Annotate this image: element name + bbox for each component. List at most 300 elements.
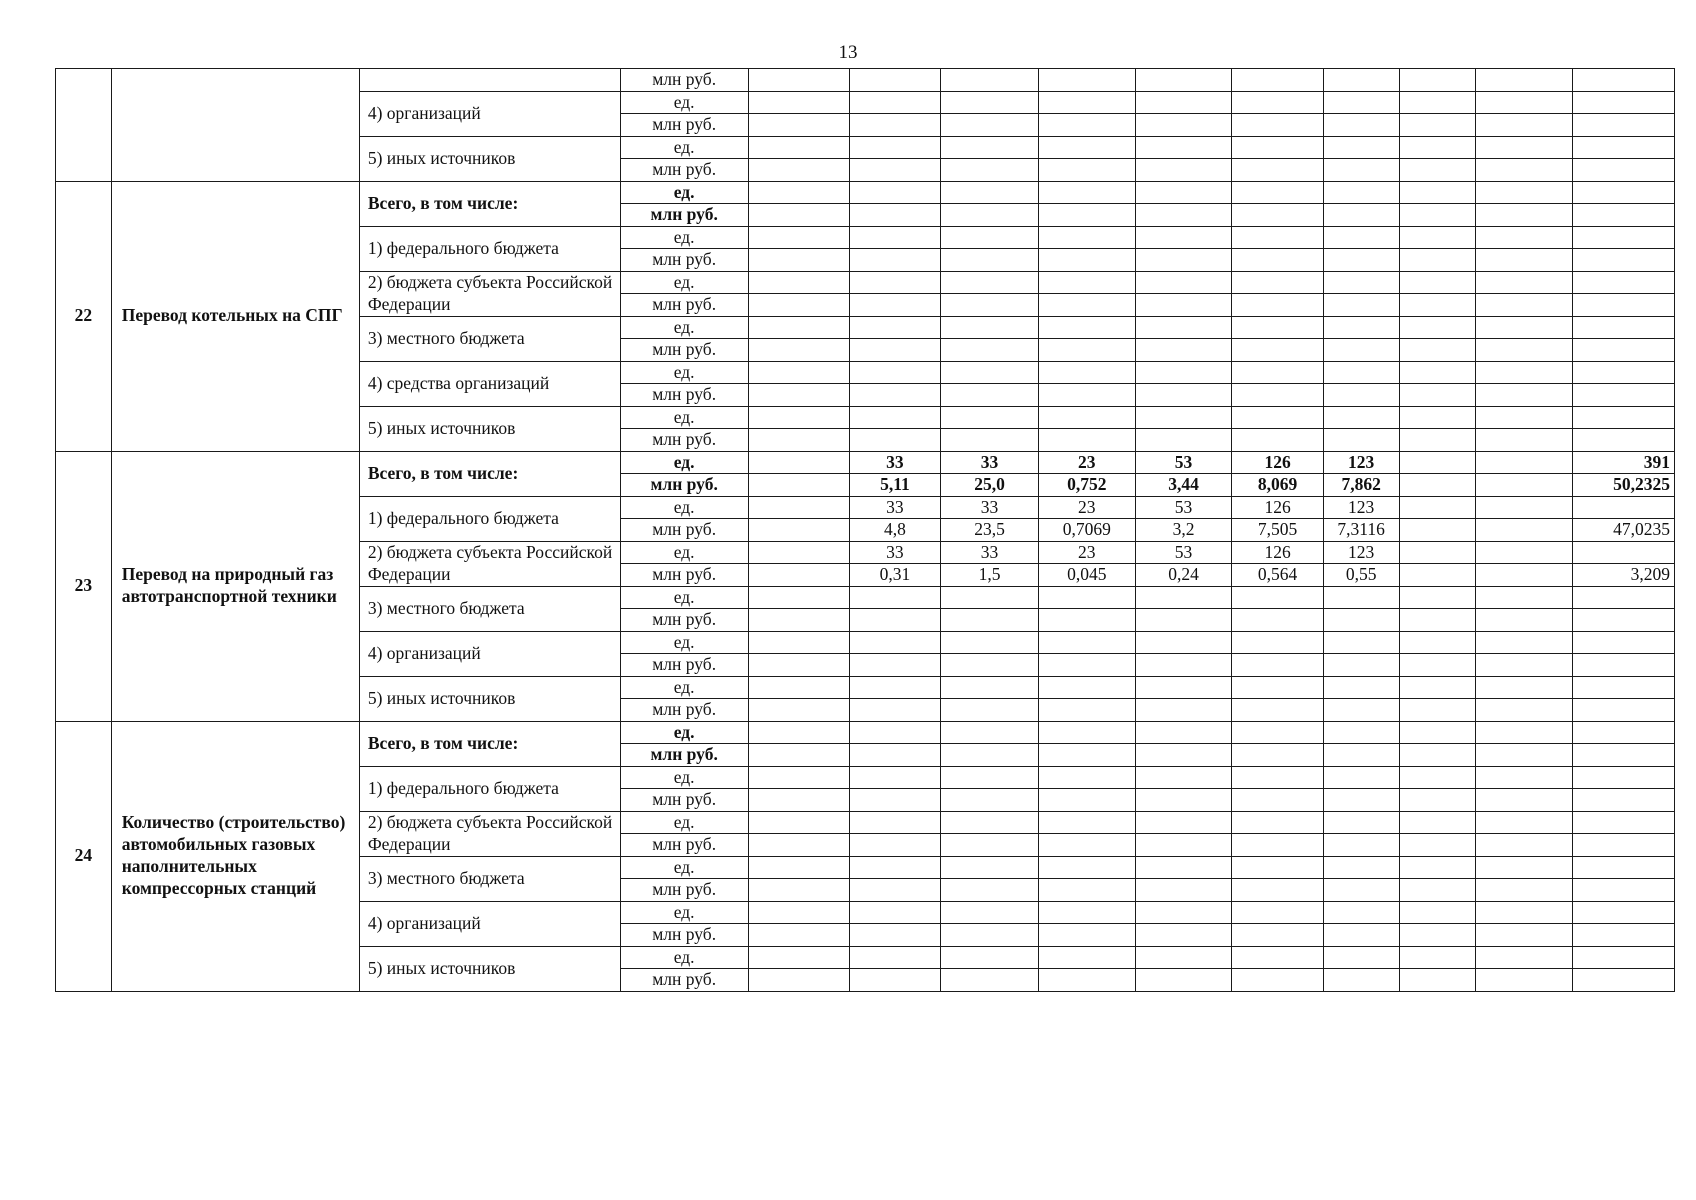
value-cell <box>1476 721 1573 744</box>
value-cell <box>1323 766 1399 789</box>
value-cell <box>1323 654 1399 677</box>
value-cell <box>1323 924 1399 947</box>
value-cell <box>1232 249 1323 272</box>
value-cell: 126 <box>1232 496 1323 519</box>
value-cell <box>748 136 849 159</box>
value-cell <box>1323 181 1399 204</box>
value-cell <box>1232 361 1323 384</box>
value-cell <box>941 159 1039 182</box>
value-cell <box>1323 879 1399 902</box>
value-cell <box>1572 294 1674 317</box>
unit-cell: млн руб. <box>620 204 748 227</box>
value-cell <box>941 676 1039 699</box>
value-cell <box>1572 361 1674 384</box>
section-number <box>56 69 112 182</box>
value-cell <box>1232 316 1323 339</box>
value-cell <box>1399 631 1476 654</box>
unit-cell: ед. <box>620 721 748 744</box>
value-cell <box>1135 339 1232 362</box>
value-cell: 3,209 <box>1572 564 1674 587</box>
value-cell <box>1232 766 1323 789</box>
value-cell <box>1572 631 1674 654</box>
value-cell <box>849 181 940 204</box>
value-cell <box>941 879 1039 902</box>
value-cell: 23,5 <box>941 519 1039 542</box>
value-cell <box>1572 879 1674 902</box>
value-cell <box>849 879 940 902</box>
value-cell: 126 <box>1232 541 1323 564</box>
value-cell <box>1572 676 1674 699</box>
value-cell <box>941 856 1039 879</box>
value-cell <box>1476 969 1573 992</box>
unit-cell: млн руб. <box>620 69 748 92</box>
value-cell <box>849 429 940 452</box>
unit-cell: ед. <box>620 676 748 699</box>
value-cell: 7,3116 <box>1323 519 1399 542</box>
value-cell <box>1323 901 1399 924</box>
value-cell <box>1323 429 1399 452</box>
value-cell <box>1399 676 1476 699</box>
value-cell <box>748 834 849 857</box>
value-cell <box>941 429 1039 452</box>
value-cell <box>1135 249 1232 272</box>
value-cell <box>1399 159 1476 182</box>
value-cell <box>1572 271 1674 294</box>
value-cell <box>849 159 940 182</box>
value-cell <box>1476 586 1573 609</box>
value-cell <box>1323 204 1399 227</box>
value-cell <box>1572 744 1674 767</box>
unit-cell: ед. <box>620 586 748 609</box>
value-cell <box>1572 811 1674 834</box>
value-cell <box>1476 159 1573 182</box>
value-cell <box>849 69 940 92</box>
value-cell: 33 <box>941 451 1039 474</box>
value-cell <box>1399 901 1476 924</box>
value-cell <box>1135 744 1232 767</box>
value-cell <box>1399 609 1476 632</box>
unit-cell: млн руб. <box>620 834 748 857</box>
value-cell <box>1476 204 1573 227</box>
value-cell <box>1476 384 1573 407</box>
value-cell <box>1232 879 1323 902</box>
value-cell: 23 <box>1038 496 1135 519</box>
value-cell <box>1038 249 1135 272</box>
value-cell <box>1399 586 1476 609</box>
value-cell <box>849 249 940 272</box>
value-cell <box>748 181 849 204</box>
unit-cell: млн руб. <box>620 249 748 272</box>
value-cell <box>941 721 1039 744</box>
value-cell <box>849 901 940 924</box>
value-cell <box>1135 699 1232 722</box>
value-cell <box>748 631 849 654</box>
value-cell <box>941 271 1039 294</box>
value-cell <box>1572 586 1674 609</box>
value-cell <box>1038 879 1135 902</box>
section-name: Перевод на природный газ автотранспортной техники <box>111 451 359 721</box>
value-cell <box>748 721 849 744</box>
value-cell <box>748 159 849 182</box>
value-cell <box>1323 361 1399 384</box>
value-cell <box>1135 361 1232 384</box>
value-cell <box>1232 609 1323 632</box>
value-cell <box>1323 339 1399 362</box>
value-cell <box>748 609 849 632</box>
value-cell <box>1135 384 1232 407</box>
value-cell <box>1135 271 1232 294</box>
value-cell <box>1572 249 1674 272</box>
value-cell <box>1038 204 1135 227</box>
value-cell <box>748 294 849 317</box>
value-cell <box>1323 834 1399 857</box>
value-cell <box>1135 766 1232 789</box>
value-cell <box>1476 901 1573 924</box>
value-cell <box>1323 789 1399 812</box>
value-cell <box>1399 361 1476 384</box>
value-cell <box>1232 721 1323 744</box>
table-row <box>56 69 1675 92</box>
value-cell <box>1323 721 1399 744</box>
value-cell <box>1232 136 1323 159</box>
value-cell: 25,0 <box>941 474 1039 497</box>
value-cell <box>1135 586 1232 609</box>
value-cell <box>1135 91 1232 114</box>
value-cell <box>1572 946 1674 969</box>
value-cell <box>1232 744 1323 767</box>
value-cell <box>1135 924 1232 947</box>
value-cell: 4,8 <box>849 519 940 542</box>
value-cell <box>1135 114 1232 137</box>
value-cell <box>1572 406 1674 429</box>
unit-cell: ед. <box>620 226 748 249</box>
section-name <box>111 69 359 182</box>
value-cell <box>941 811 1039 834</box>
value-cell <box>748 969 849 992</box>
table-row <box>56 721 1675 744</box>
value-cell <box>1038 721 1135 744</box>
value-cell <box>849 969 940 992</box>
unit-cell: млн руб. <box>620 339 748 362</box>
value-cell <box>1038 676 1135 699</box>
value-cell <box>1476 519 1573 542</box>
value-cell <box>849 294 940 317</box>
value-cell <box>1323 91 1399 114</box>
value-cell <box>1232 676 1323 699</box>
value-cell <box>849 339 940 362</box>
value-cell: 8,069 <box>1232 474 1323 497</box>
value-cell <box>748 249 849 272</box>
value-cell: 33 <box>849 541 940 564</box>
value-cell <box>1476 316 1573 339</box>
value-cell <box>748 69 849 92</box>
value-cell <box>941 384 1039 407</box>
value-cell <box>849 811 940 834</box>
value-cell <box>1323 699 1399 722</box>
value-cell: 53 <box>1135 451 1232 474</box>
value-cell <box>849 136 940 159</box>
funding-source: 3) местного бюджета <box>359 316 620 361</box>
value-cell <box>849 699 940 722</box>
value-cell <box>1476 249 1573 272</box>
value-cell <box>1323 249 1399 272</box>
value-cell <box>1476 654 1573 677</box>
value-cell <box>1476 789 1573 812</box>
value-cell <box>748 316 849 339</box>
value-cell <box>1399 114 1476 137</box>
value-cell <box>1476 879 1573 902</box>
value-cell <box>941 901 1039 924</box>
value-cell <box>748 676 849 699</box>
value-cell <box>1232 834 1323 857</box>
value-cell: 0,31 <box>849 564 940 587</box>
funding-source: Всего, в том числе: <box>359 721 620 766</box>
value-cell <box>1038 316 1135 339</box>
value-cell <box>1399 384 1476 407</box>
value-cell <box>1399 744 1476 767</box>
value-cell <box>1135 856 1232 879</box>
value-cell <box>1399 699 1476 722</box>
value-cell <box>1232 406 1323 429</box>
value-cell <box>748 744 849 767</box>
value-cell: 391 <box>1572 451 1674 474</box>
value-cell <box>941 339 1039 362</box>
unit-cell: ед. <box>620 946 748 969</box>
value-cell <box>748 384 849 407</box>
value-cell <box>849 721 940 744</box>
value-cell: 3,2 <box>1135 519 1232 542</box>
value-cell <box>941 609 1039 632</box>
value-cell <box>849 406 940 429</box>
value-cell <box>748 226 849 249</box>
value-cell <box>1038 946 1135 969</box>
value-cell: 7,862 <box>1323 474 1399 497</box>
value-cell <box>1399 226 1476 249</box>
unit-cell: ед. <box>620 811 748 834</box>
value-cell <box>849 316 940 339</box>
value-cell <box>1232 91 1323 114</box>
value-cell <box>1232 226 1323 249</box>
value-cell <box>1323 316 1399 339</box>
value-cell <box>748 564 849 587</box>
value-cell: 53 <box>1135 496 1232 519</box>
unit-cell: ед. <box>620 541 748 564</box>
section-name: Перевод котельных на СПГ <box>111 181 359 451</box>
value-cell <box>1572 541 1674 564</box>
value-cell <box>1135 69 1232 92</box>
value-cell <box>1572 91 1674 114</box>
funding-source: 4) организаций <box>359 901 620 946</box>
value-cell <box>1038 91 1135 114</box>
value-cell <box>1399 879 1476 902</box>
unit-cell: млн руб. <box>620 474 748 497</box>
value-cell <box>1572 316 1674 339</box>
value-cell <box>1399 969 1476 992</box>
value-cell <box>1323 676 1399 699</box>
value-cell: 0,55 <box>1323 564 1399 587</box>
value-cell <box>1038 901 1135 924</box>
unit-cell: ед. <box>620 631 748 654</box>
unit-cell: млн руб. <box>620 969 748 992</box>
value-cell <box>1135 901 1232 924</box>
value-cell <box>748 114 849 137</box>
value-cell <box>1476 609 1573 632</box>
value-cell <box>849 631 940 654</box>
value-cell <box>1038 924 1135 947</box>
value-cell <box>1232 294 1323 317</box>
value-cell <box>1038 699 1135 722</box>
value-cell <box>1476 339 1573 362</box>
unit-cell: ед. <box>620 316 748 339</box>
value-cell <box>1572 609 1674 632</box>
value-cell: 0,7069 <box>1038 519 1135 542</box>
funding-source: 4) средства организаций <box>359 361 620 406</box>
value-cell <box>1399 654 1476 677</box>
value-cell <box>1135 294 1232 317</box>
value-cell: 0,752 <box>1038 474 1135 497</box>
value-cell <box>849 384 940 407</box>
page-number: 13 <box>838 42 858 63</box>
value-cell <box>941 766 1039 789</box>
value-cell <box>849 114 940 137</box>
value-cell <box>748 699 849 722</box>
value-cell: 3,44 <box>1135 474 1232 497</box>
value-cell <box>1572 384 1674 407</box>
value-cell <box>1323 631 1399 654</box>
value-cell <box>1476 451 1573 474</box>
value-cell <box>1135 204 1232 227</box>
value-cell <box>1232 429 1323 452</box>
value-cell <box>849 676 940 699</box>
value-cell <box>1232 204 1323 227</box>
value-cell <box>1135 406 1232 429</box>
unit-cell: ед. <box>620 181 748 204</box>
value-cell <box>1038 136 1135 159</box>
value-cell <box>748 856 849 879</box>
value-cell <box>1572 159 1674 182</box>
value-cell <box>1232 856 1323 879</box>
value-cell <box>1572 204 1674 227</box>
value-cell <box>1135 631 1232 654</box>
value-cell <box>849 271 940 294</box>
value-cell <box>748 879 849 902</box>
value-cell <box>1135 609 1232 632</box>
value-cell: 7,505 <box>1232 519 1323 542</box>
value-cell <box>849 946 940 969</box>
value-cell <box>1135 811 1232 834</box>
value-cell <box>1572 136 1674 159</box>
program-indicators-table <box>55 68 1675 992</box>
unit-cell: ед. <box>620 766 748 789</box>
value-cell <box>849 609 940 632</box>
value-cell <box>1232 631 1323 654</box>
funding-source <box>359 69 620 92</box>
funding-source: 1) федерального бюджета <box>359 496 620 541</box>
funding-source: 3) местного бюджета <box>359 856 620 901</box>
value-cell <box>1038 586 1135 609</box>
value-cell <box>849 766 940 789</box>
value-cell <box>1038 744 1135 767</box>
value-cell <box>1476 474 1573 497</box>
value-cell <box>1323 856 1399 879</box>
value-cell <box>1399 541 1476 564</box>
unit-cell: млн руб. <box>620 744 748 767</box>
value-cell <box>1572 226 1674 249</box>
value-cell <box>748 474 849 497</box>
value-cell <box>1399 789 1476 812</box>
value-cell <box>1476 294 1573 317</box>
value-cell <box>1135 789 1232 812</box>
value-cell <box>1572 901 1674 924</box>
value-cell <box>1572 69 1674 92</box>
section-name: Количество (строительство) автомобильных газовых наполнительных компрессорных станций <box>111 721 359 991</box>
value-cell: 50,2325 <box>1572 474 1674 497</box>
value-cell <box>1572 789 1674 812</box>
value-cell <box>1476 181 1573 204</box>
unit-cell: ед. <box>620 856 748 879</box>
value-cell <box>1323 136 1399 159</box>
value-cell <box>941 136 1039 159</box>
value-cell <box>1135 226 1232 249</box>
value-cell: 53 <box>1135 541 1232 564</box>
value-cell <box>1476 91 1573 114</box>
value-cell <box>1232 384 1323 407</box>
value-cell <box>1038 789 1135 812</box>
funding-source: 3) местного бюджета <box>359 586 620 631</box>
unit-cell: млн руб. <box>620 159 748 182</box>
value-cell <box>1038 226 1135 249</box>
value-cell <box>849 91 940 114</box>
value-cell <box>1038 766 1135 789</box>
value-cell <box>941 294 1039 317</box>
value-cell <box>1038 271 1135 294</box>
unit-cell: млн руб. <box>620 654 748 677</box>
value-cell <box>1038 294 1135 317</box>
value-cell <box>1038 856 1135 879</box>
value-cell <box>1399 834 1476 857</box>
value-cell <box>849 856 940 879</box>
unit-cell: ед. <box>620 496 748 519</box>
value-cell <box>748 339 849 362</box>
value-cell <box>748 406 849 429</box>
value-cell <box>849 204 940 227</box>
value-cell <box>941 114 1039 137</box>
value-cell <box>1476 406 1573 429</box>
value-cell <box>1399 451 1476 474</box>
value-cell <box>1323 406 1399 429</box>
value-cell <box>1476 766 1573 789</box>
value-cell: 23 <box>1038 451 1135 474</box>
value-cell <box>1135 834 1232 857</box>
value-cell: 0,045 <box>1038 564 1135 587</box>
value-cell <box>941 69 1039 92</box>
value-cell <box>1232 924 1323 947</box>
unit-cell: ед. <box>620 136 748 159</box>
value-cell <box>1323 69 1399 92</box>
value-cell: 123 <box>1323 541 1399 564</box>
value-cell <box>1323 226 1399 249</box>
value-cell <box>1399 519 1476 542</box>
value-cell <box>1323 946 1399 969</box>
value-cell <box>1572 114 1674 137</box>
unit-cell: млн руб. <box>620 699 748 722</box>
value-cell <box>1135 136 1232 159</box>
value-cell <box>1399 766 1476 789</box>
value-cell <box>1135 721 1232 744</box>
value-cell <box>1038 361 1135 384</box>
value-cell: 5,11 <box>849 474 940 497</box>
value-cell <box>1476 744 1573 767</box>
